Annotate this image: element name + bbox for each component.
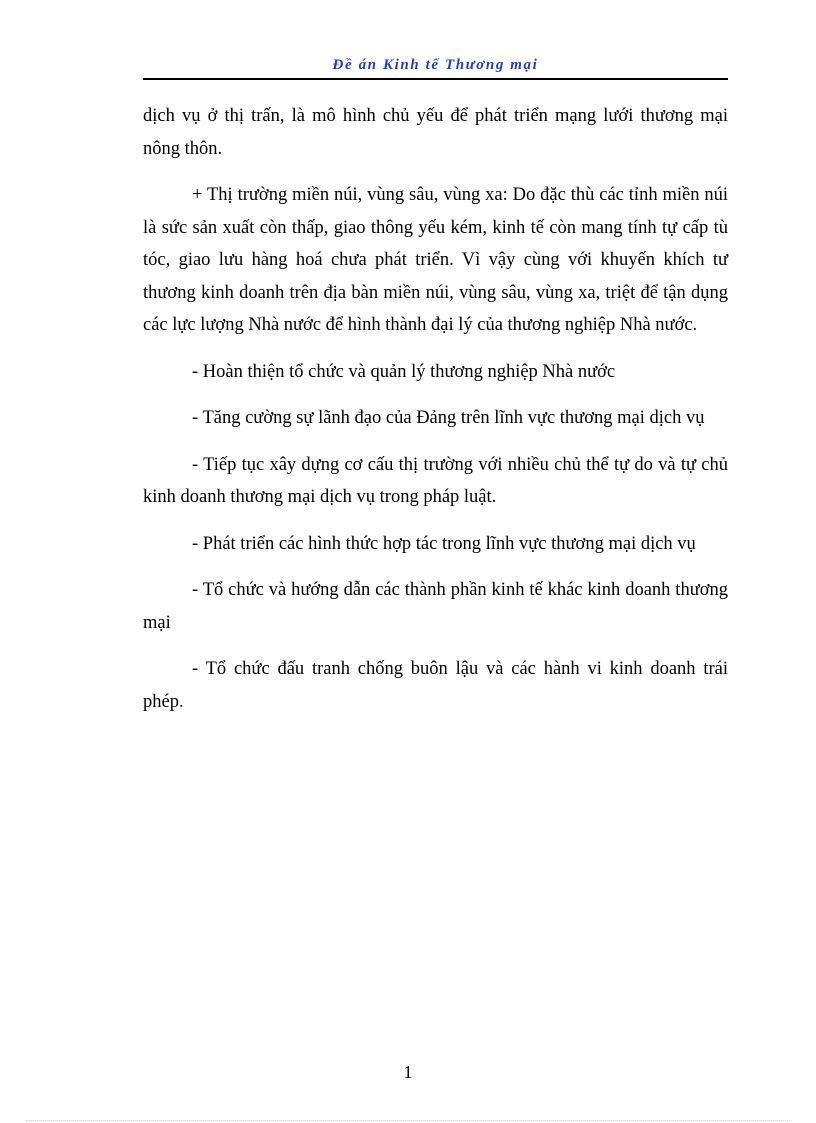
paragraph-mountain-market: + Thị trường miền núi, vùng sâu, vùng xa: Do đặc thù các tỉnh miền núi là sức sản xuất còn thấp, giao thông yếu kém, kinh tế còn mang tính tự cấp tù tóc, giao lưu hàng hoá chưa phát triển. Vì vậy cùng với khuyến khích tư thương kinh doanh trên địa bàn miền núi, vùng sâu, vùng xa, triệt để tận dụng các lực lượng Nhà nước để hình thành đại lý của thương nghiệp Nhà nước.: [143, 185, 728, 335]
page-bottom-divider: [26, 1120, 790, 1121]
page-header: [143, 54, 728, 80]
list-item: - Tổ chức và hướng dẫn các thành phần kinh tế khác kinh doanh thương mại: [143, 580, 728, 633]
document-body: [143, 100, 728, 732]
paragraph-continuation: dịch vụ ở thị trấn, là mô hình chủ yếu để phát triển mạng lưới thương mại nông thôn.: [143, 106, 728, 159]
list-item: - Tiếp tục xây dựng cơ cấu thị trường với nhiều chủ thể tự do và tự chủ kinh doanh thương mại dịch vụ trong pháp luật.: [143, 454, 728, 507]
list-item: - Hoàn thiện tổ chức và quản lý thương nghiệp Nhà nước: [192, 361, 616, 382]
header-title: Đề án Kinh tế Thương mại: [332, 57, 539, 73]
page-number: 1: [403, 1062, 413, 1082]
list-item: - Tổ chức đấu tranh chống buôn lậu và các hành vi kinh doanh trái phép.: [143, 659, 728, 712]
list-item: - Phát triển các hình thức hợp tác trong lĩnh vực thương mại dịch vụ: [192, 533, 696, 554]
list-item: - Tăng cường sự lãnh đạo của Đảng trên lĩnh vực thương mại dịch vụ: [192, 408, 705, 428]
